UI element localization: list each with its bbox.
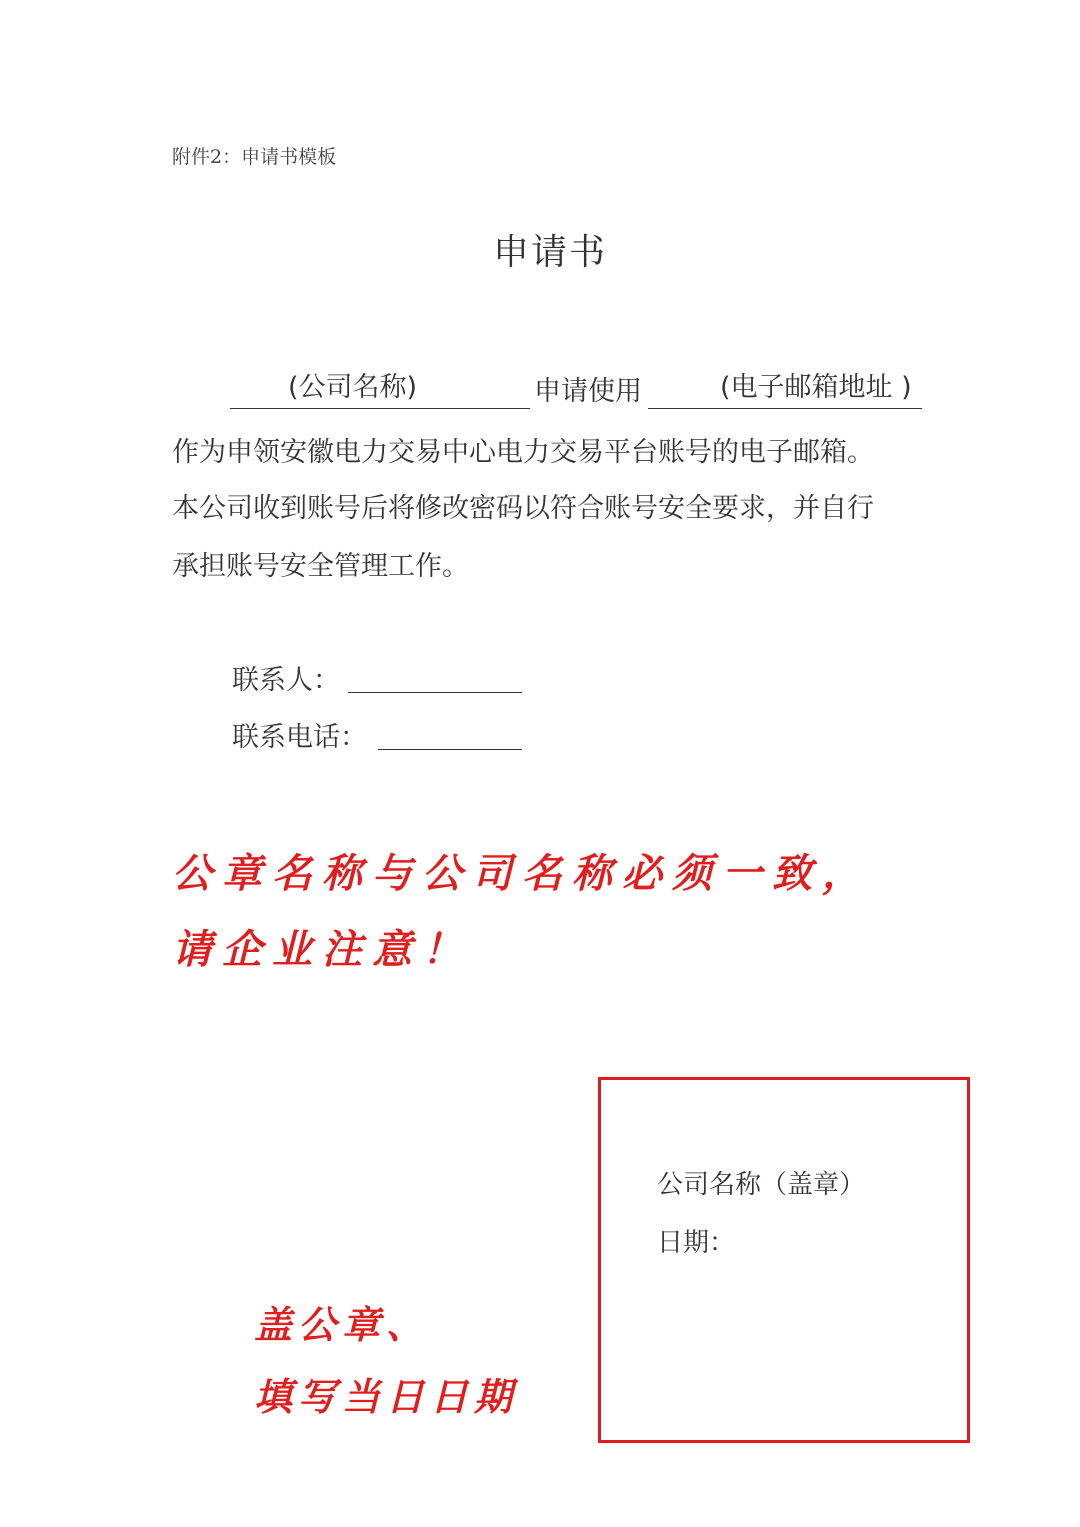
consistency-note-line1: 公章名称与公司名称必须一致， [172,851,872,897]
contact-phone-label: 联系电话： [232,722,367,753]
contact-phone-row [232,715,367,755]
contact-person-row [232,658,340,698]
seal-date-label: 日期： [657,1228,736,1258]
contact-person-label: 联系人： [232,665,340,696]
email-address-placeholder: (电子邮箱地址 ) [720,372,912,403]
attachment-label: 附件2：申请书模板 [172,146,337,168]
contact-phone-blank[interactable] [378,715,522,750]
company-name-placeholder: (公司名称) [288,372,418,403]
contact-person-blank[interactable] [348,658,522,693]
consistency-note-line2: 请企业注意！ [172,927,472,973]
apply-text: 申请使用 [534,376,642,407]
company-name-blank[interactable] [230,368,530,409]
document-title: 申请书 [492,232,607,273]
body-line-2: 本公司收到账号后将修改密码以符合账号安全要求，并自行 [172,493,874,524]
stamp-note-line1: 盖公章、 [254,1303,431,1347]
stamp-note-line2: 填写当日日期 [254,1375,519,1419]
body-line-3: 承担账号安全管理工作。 [172,551,469,582]
email-address-blank[interactable] [648,368,922,409]
body-line-1: 作为申领安徽电力交易中心电力交易平台账号的电子邮箱。 [172,437,874,468]
seal-box [598,1077,970,1443]
seal-company-label: 公司名称（盖章） [657,1170,866,1200]
application-first-line [230,368,930,412]
